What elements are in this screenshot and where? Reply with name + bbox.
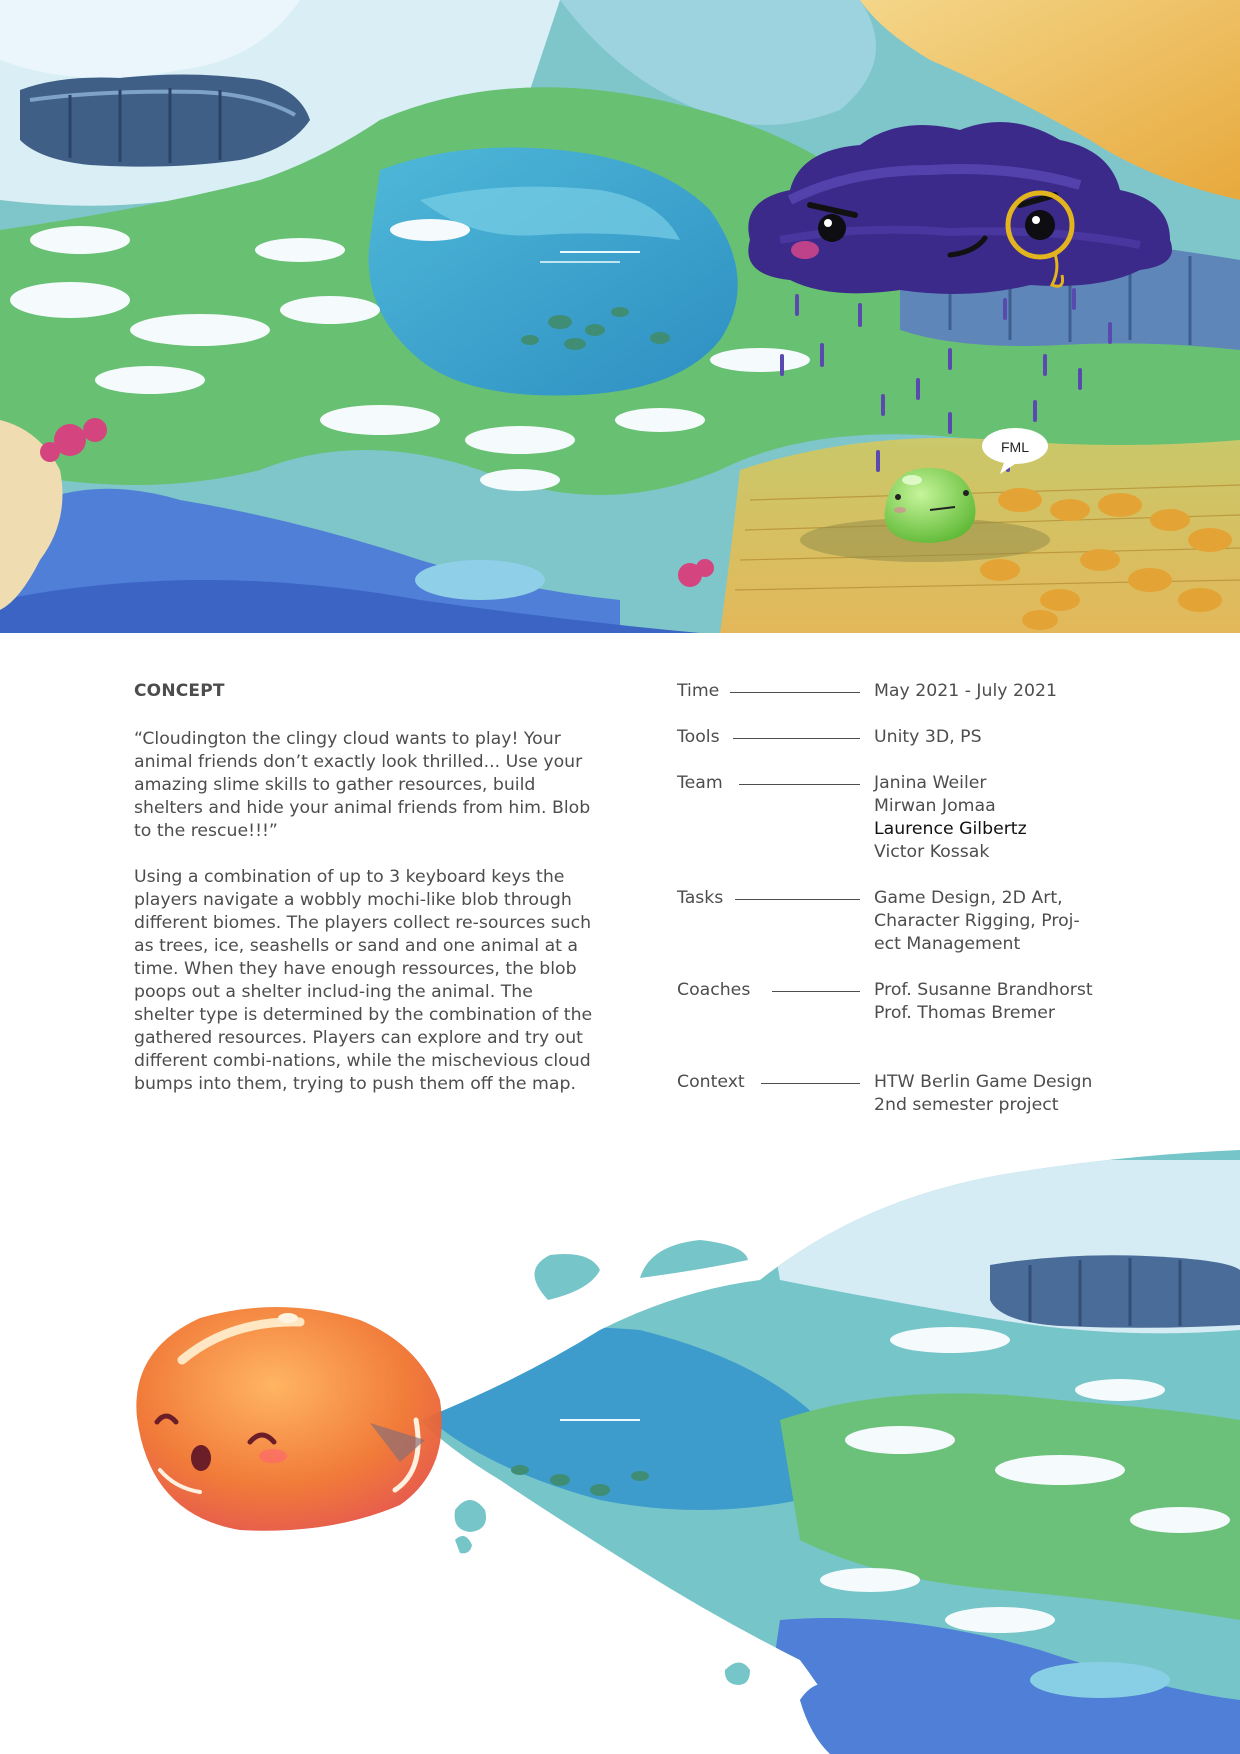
detail-value: Prof. Thomas Bremer <box>874 1003 1056 1023</box>
team-member: Janina Weiler <box>874 773 987 793</box>
speech-bubble-text: FML <box>1001 439 1029 455</box>
orange-blob-icon <box>136 1307 441 1531</box>
detail-values-tools <box>874 726 982 749</box>
team-member: Mirwan Jomaa <box>874 796 996 816</box>
detail-label-tools: Tools <box>677 727 720 747</box>
detail-value: HTW Berlin Game Design <box>874 1072 1093 1092</box>
detail-label-tasks: Tasks <box>677 888 724 908</box>
detail-rule <box>733 738 860 739</box>
concept-description: Using a combination of up to 3 keyboard keys the players navigate a wobbly mochi-like blob through different biomes. The players collect re-sources such as trees, ice, seashells or sand and one animal at a time. When they have enough ressources, the blob poops out a shelter includ-ing the animal. The shelter type is determined by the combination of the gathered resources. Players can explore and try out different combi-nations, while the mischevious cloud bumps into them, trying to push them off the map. <box>134 867 593 1094</box>
detail-rule <box>739 784 860 785</box>
detail-values-context <box>874 1071 1092 1117</box>
detail-rule <box>730 692 860 693</box>
detail-value: Unity 3D, PS <box>874 727 982 747</box>
detail-rule <box>735 899 860 900</box>
bottom-illustration <box>0 1145 1240 1754</box>
detail-value: May 2021 - July 2021 <box>874 681 1057 701</box>
splash-painting <box>0 1145 1240 1754</box>
detail-value: Game Design, 2D Art, <box>874 888 1063 908</box>
concept-quote: “Cloudington the clingy cloud wants to play! Your animal friends don’t exactly look thrilled... Use your amazing slime skills to gather resources, build shelters and hide your animal friends from him. Blob to the rescue!!!” <box>134 729 591 841</box>
green-blob-icon <box>885 468 976 543</box>
game-map-painting <box>0 0 1240 633</box>
team-member-highlighted: Laurence Gilbertz <box>874 819 1027 839</box>
detail-label-coaches: Coaches <box>677 980 751 1000</box>
concept-heading: CONCEPT <box>134 681 225 701</box>
detail-label-context: Context <box>677 1072 745 1092</box>
team-member: Victor Kossak <box>874 842 990 862</box>
detail-values-time <box>874 680 1057 703</box>
detail-values-tasks <box>874 887 1080 956</box>
detail-values-coaches <box>874 979 1093 1025</box>
detail-value: 2nd semester project <box>874 1095 1059 1115</box>
hero-illustration <box>0 0 1240 633</box>
detail-rule <box>772 991 860 992</box>
detail-label-time: Time <box>677 681 720 701</box>
concept-section <box>134 680 594 1119</box>
detail-rule <box>761 1083 860 1084</box>
detail-value: Character Rigging, Proj- <box>874 911 1080 931</box>
detail-value: Prof. Susanne Brandhorst <box>874 980 1093 1000</box>
detail-value: ect Management <box>874 934 1021 954</box>
detail-label-team: Team <box>677 773 723 793</box>
detail-values-team <box>874 772 1027 864</box>
